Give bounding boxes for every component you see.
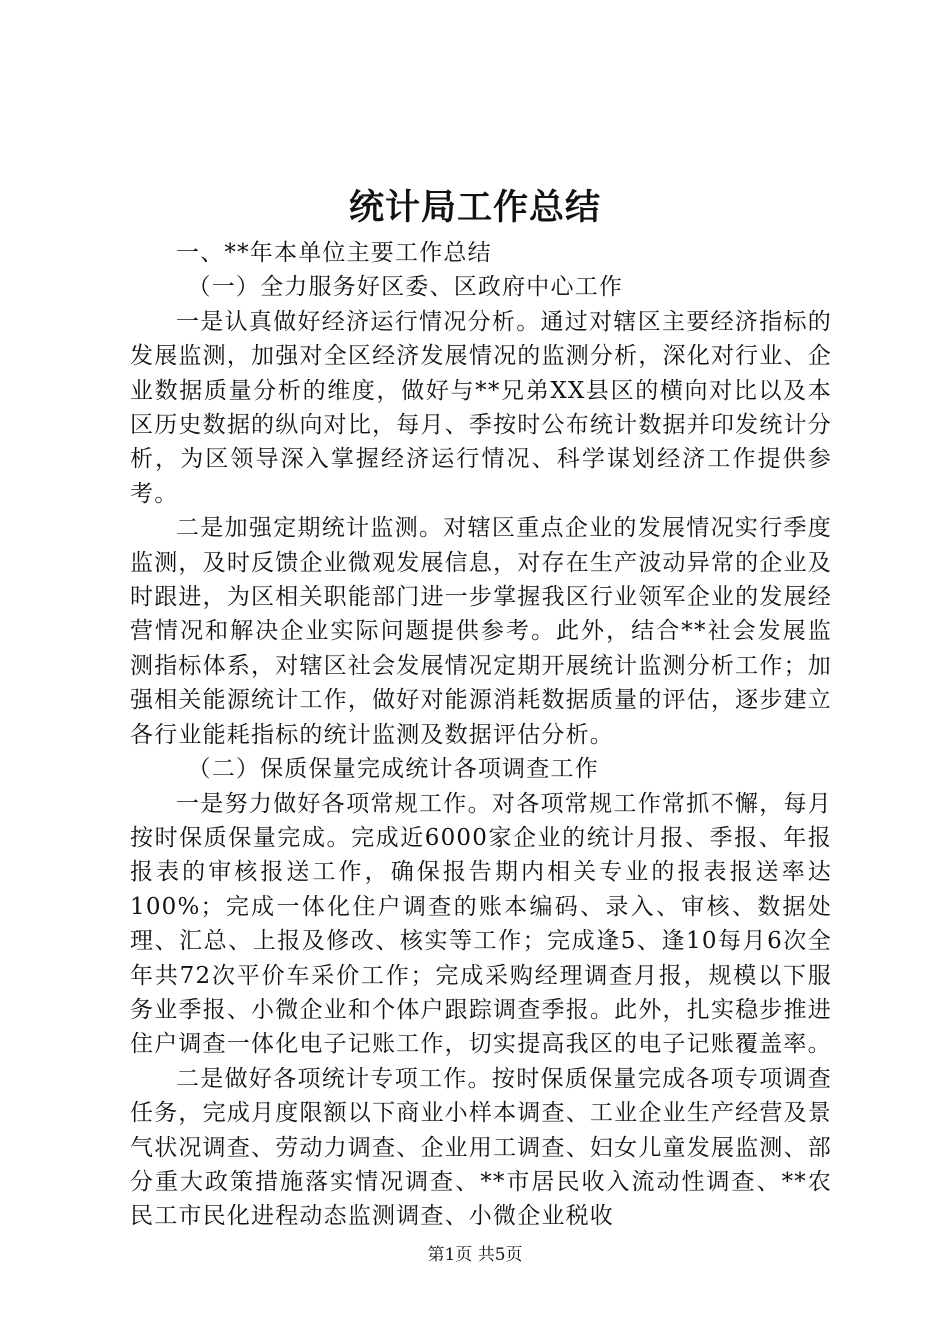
section-heading: 一、**年本单位主要工作总结 [176, 240, 492, 266]
subsection-heading: （一）全力服务好区委、区政府中心工作 [187, 274, 624, 301]
document-body [130, 236, 832, 1234]
body-paragraph: 二是加强定期统计监测。对辖区重点企业的发展情况实行季度监测，及时反馈企业微观发展信息，对存在生产波动异常的企业及时跟进，为区相关职能部门进一步掌握我区行业领军企业的发展经营情况和解决企业实际问题提供参考。此外，结合**社会发展监测指标体系，对辖区社会发展情况定期开展统计监测分析工作；加强相关能源统计工作，做好对能源消耗数据质量的评估，逐步建立各行业能耗指标的统计监测及数据评估分析。 [130, 515, 832, 748]
body-paragraph: 二是做好各项统计专项工作。按时保质保量完成各项专项调查任务，完成月度限额以下商业小样本调查、工业企业生产经营及景气状况调查、劳动力调查、企业用工调查、妇女儿童发展监测、部分重大政策措施落实情况调查、**市居民收入流动性调查、**农民工市民化进程动态监测调查、小微企业税收 [130, 1065, 832, 1230]
page-footer: 第1页 共5页 [427, 1245, 523, 1265]
subsection-heading: （二）保质保量完成统计各项调查工作 [187, 756, 599, 783]
document-title: 统计局工作总结 [348, 188, 601, 228]
body-paragraph: 一是努力做好各项常规工作。对各项常规工作常抓不懈，每月按时保质保量完成。完成近6000家企业的统计月报、季报、年报报表的审核报送工作，确保报告期内相关专业的报表报送率达100%；完成一体化住户调查的账本编码、录入、审核、数据处理、汇总、上报及修改、核实等工作；完成逢5、逢10每月6次全年共72次平价车采价工作；完成采购经理调查月报，规模以下服务业季报、小微企业和个体户跟踪调查季报。此外，扎实稳步推进住户调查一体化电子记账工作，切实提高我区的电子记账覆盖率。 [130, 790, 832, 1058]
body-paragraph: 一是认真做好经济运行情况分析。通过对辖区主要经济指标的发展监测，加强对全区经济发展情况的监测分析，深化对行业、企业数据质量分析的维度，做好与**兄弟XX县区的横向对比以及本区历史数据的纵向对比，每月、季按时公布统计数据并印发统计分析，为区领导深入掌握经济运行情况、科学谋划经济工作提供参考。 [130, 308, 832, 507]
